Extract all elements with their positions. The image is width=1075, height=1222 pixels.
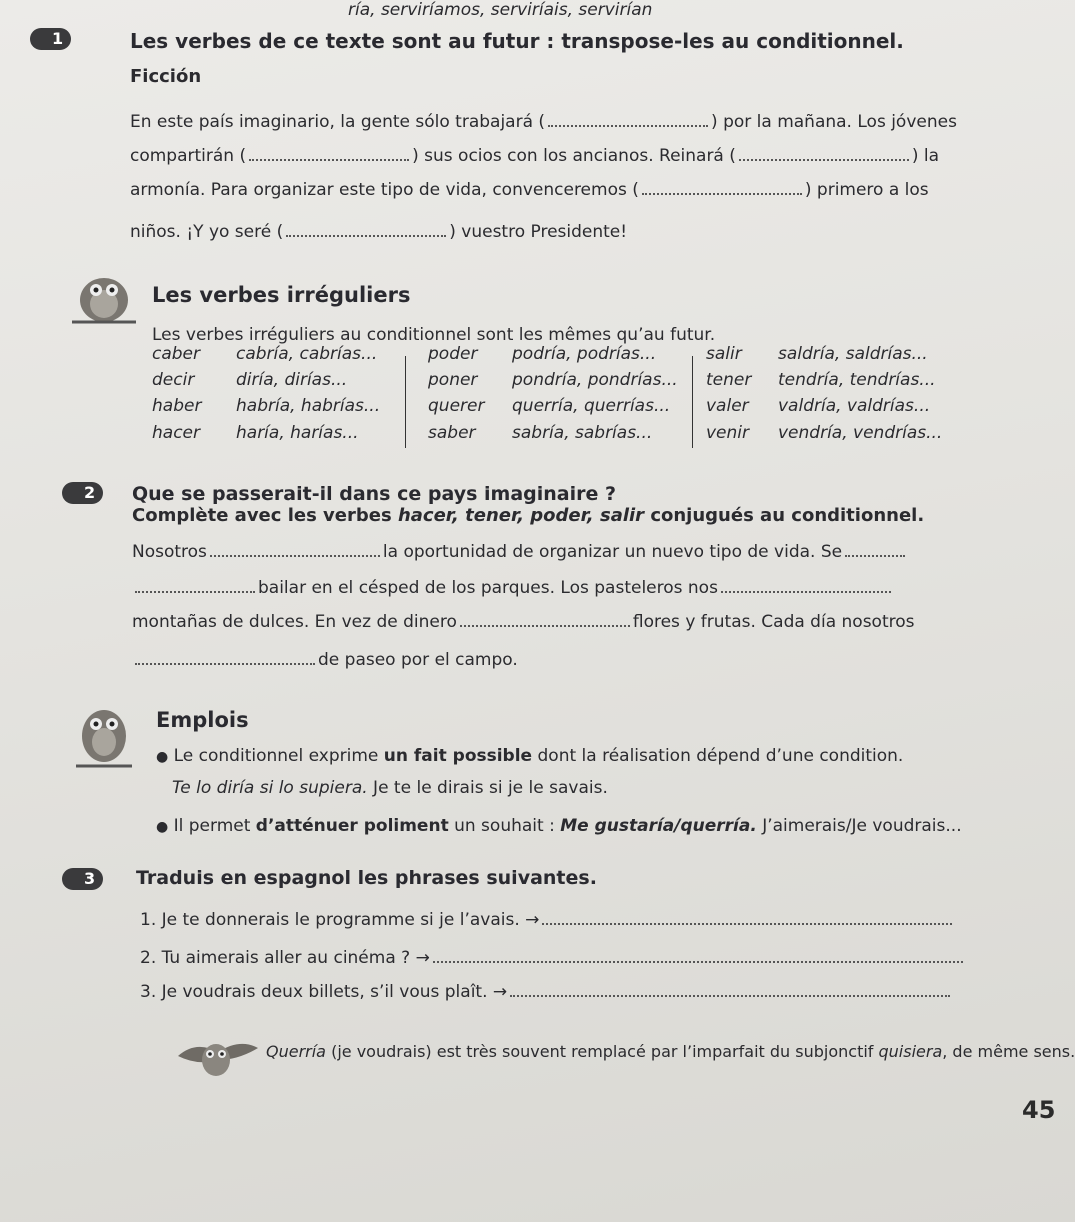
owl-icon <box>176 1030 260 1082</box>
exercise-2-question: Que se passerait-il dans ce pays imaginaire ? <box>132 483 617 505</box>
irregular-verb-forms: querría, querrías... <box>512 396 671 416</box>
column-divider <box>405 356 406 448</box>
emplois-title: Emplois <box>156 708 249 732</box>
exercise-2-badge: 2 <box>62 482 103 504</box>
irregular-verb-forms: haría, harías... <box>236 423 359 443</box>
irregular-verb-forms: valdría, valdrías... <box>778 396 931 416</box>
exercise-1-badge: 1 <box>30 28 71 50</box>
irregular-verb: caber <box>152 344 201 364</box>
irregular-title: Les verbes irréguliers <box>152 283 411 307</box>
ex2-line-1: Nosotros la oportunidad de organizar un nuevo tipo de vida. Se <box>132 542 908 562</box>
ex2-line-2: bailar en el césped de los parques. Los pasteleros nos <box>132 578 894 598</box>
irregular-verb: decir <box>152 370 195 390</box>
irregular-verb-forms: cabría, cabrías... <box>236 344 378 364</box>
irregular-verb-forms: pondría, pondrías... <box>512 370 678 390</box>
irregular-intro: Les verbes irréguliers au conditionnel sont les mêmes qu’au futur. <box>152 325 716 345</box>
irregular-verb: querer <box>428 396 485 416</box>
irregular-verb: poder <box>428 344 478 364</box>
ex1-line-4: niños. ¡Y yo seré ( ) vuestro Presidente! <box>130 222 628 242</box>
emplois-bullet-1: ● Le conditionnel exprime un fait possible dont la réalisation dépend d’une condition. <box>156 746 904 766</box>
ex2-line-4: de paseo por el campo. <box>132 650 518 670</box>
ex3-item-1: 1. Je te donnerais le programme si je l’avais. → <box>140 910 955 930</box>
irregular-verb-forms: vendría, vendrías... <box>778 423 943 443</box>
irregular-verb: hacer <box>152 423 200 443</box>
emplois-example: Te lo diría si lo supiera. Je te le dirais si je le savais. <box>172 778 608 798</box>
ex2-line-3: montañas de dulces. En vez de dinero flores y frutas. Cada día nosotros <box>132 612 915 632</box>
page-number: 45 <box>1022 1096 1056 1124</box>
ex3-item-2: 2. Tu aimerais aller au cinéma ? → <box>140 948 966 968</box>
ex1-line-3: armonía. Para organizar este tipo de vida, convenceremos ( ) primero a los <box>130 180 929 200</box>
column-divider <box>692 356 693 448</box>
exercise-1-heading: Ficción <box>130 66 202 87</box>
exercise-2-instruction: Complète avec les verbes hacer, tener, poder, salir conjugués au conditionnel. <box>132 505 925 526</box>
exercise-3-instruction: Traduis en espagnol les phrases suivantes. <box>136 867 597 889</box>
irregular-verb-forms: habría, habrías... <box>236 396 381 416</box>
irregular-verb: poner <box>428 370 478 390</box>
irregular-verb-forms: saldría, saldrías... <box>778 344 928 364</box>
irregular-verb-forms: tendría, tendrías... <box>778 370 936 390</box>
irregular-verb: saber <box>428 423 476 443</box>
exercise-3-badge: 3 <box>62 868 103 890</box>
owl-icon <box>74 700 134 770</box>
top-cut-line: ría, serviríamos, serviríais, servirían <box>348 0 653 20</box>
irregular-verb: salir <box>706 344 742 364</box>
ex3-item-3: 3. Je voudrais deux billets, s’il vous plaît. → <box>140 982 953 1002</box>
irregular-verb: valer <box>706 396 749 416</box>
irregular-verb-forms: podría, podrías... <box>512 344 657 364</box>
irregular-verb-forms: sabría, sabrías... <box>512 423 653 443</box>
owl-icon <box>64 270 144 330</box>
irregular-verb: haber <box>152 396 202 416</box>
emplois-bullet-2: ● Il permet d’atténuer poliment un souhait : Me gustaría/querría. J’aimerais/Je voudrais... <box>156 816 962 836</box>
ex1-line-1: En este país imaginario, la gente sólo trabajará ( ) por la mañana. Los jóvenes <box>130 112 957 132</box>
ex1-line-2: compartirán ( ) sus ocios con los ancianos. Reinará ( ) la <box>130 146 940 166</box>
irregular-verb-forms: diría, dirías... <box>236 370 348 390</box>
irregular-verb: venir <box>706 423 750 443</box>
querria-note: Querría (je voudrais) est très souvent remplacé par l’imparfait du subjonctif quisiera, de même sens. <box>266 1042 1075 1061</box>
irregular-verb: tener <box>706 370 752 390</box>
exercise-1-instruction: Les verbes de ce texte sont au futur : transpose-les au conditionnel. <box>130 29 904 53</box>
